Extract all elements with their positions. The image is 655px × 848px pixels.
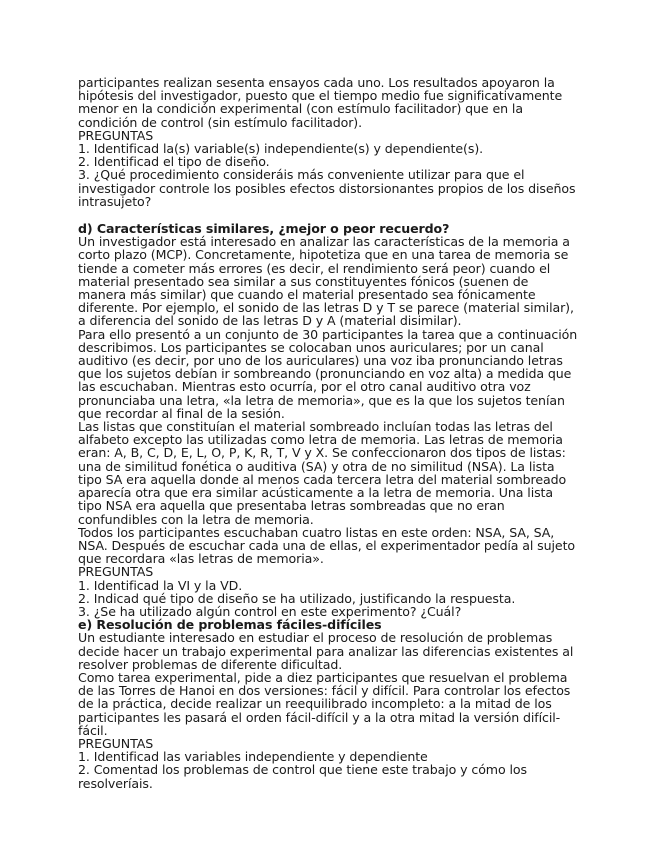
section-d-questions-label: PREGUNTAS xyxy=(78,564,154,580)
section-c-question-2: 2. Identificad el tipo de diseño. xyxy=(78,154,270,170)
section-d-paragraph-2: Para ello presentó a un conjunto de 30 participantes la tarea que a continuación describimos. Los participantes se colocaban unos auriculares; por un canal auditivo (es decir, por uno de los auriculares) una voz iba pronunciando letras que los sujetos debían ir sombreando (pronunciando en voz alta) a medida que las escuchaban. Mientras esto ocurría, por el otro canal auditivo otra voz pronunciaba una letra, «la letra de memoria», que es la que los sujetos tenían que recordar al final de la sesión. xyxy=(78,326,578,421)
section-d-question-1: 1. Identificad la VI y la VD. xyxy=(78,577,243,593)
section-c-intro: participantes realizan sesenta ensayos cada uno. Los resultados apoyaron la hipótesis del investigador, puesto que el tiempo medio fue significativamente menor en la condición experimental (con estímulo facilitador) que en la condición de control (sin estímulo facilitador). xyxy=(78,75,563,130)
section-d-paragraph-3: Las listas que constituían el material sombreado incluían todas las letras del alfabeto excepto las utilizadas como letra de memoria. Las letras de memoria eran: A, B, C, D, E, L, O, P, K, R, T, V y X. Se confeccionaron dos tipos de listas: una de similitud fonética o auditiva (SA) y otra de no similitud (NSA). La lista tipo SA era aquella donde al menos cada tercera letra del material sombreado aparecía otra que era similar acústicamente a la letra de memoria. Una lista tipo NSA era aquella que presentaba letras sombreadas que no eran confundibles con la letra de memoria. xyxy=(78,419,567,527)
section-c-question-1: 1. Identificad la(s) variable(s) independiente(s) y dependiente(s). xyxy=(78,141,484,157)
section-e-questions-label: PREGUNTAS xyxy=(78,735,154,751)
section-d-question-3: 3. ¿Se ha utilizado algún control en este experimento? ¿Cuál? xyxy=(78,603,462,619)
section-e-paragraph-2: Como tarea experimental, pide a diez participantes que resuelvan el problema de las Torres de Hanoi en dos versiones: fácil y difícil. Para controlar los efectos de la práctica, decide realizar un reequilibrado incompleto: a la mitad de los participantes les pasará el orden fácil-difícil y a la otra mitad la versión difícil-fácil. xyxy=(78,669,571,738)
document-page xyxy=(78,76,578,790)
section-d-paragraph-1: Un investigador está interesado en analizar las características de la memoria a corto plazo (MCP). Concretamente, hipotetiza que en una tarea de memoria se tiende a cometer más errores (es decir, el rendimiento será peor) cuando el material presentado sea similar a sus constituyentes fónicos (suenen de manera más similar) que cuando el material presentado sea fónicamente diferente. Por ejemplo, el sonido de las letras D y T se parece (material similar), a diferencia del sonido de las letras D y A (material disimilar). xyxy=(78,234,574,329)
section-e-heading: e) Resolución de problemas fáciles-difíciles xyxy=(78,617,382,633)
section-d-paragraph-4: Todos los participantes escuchaban cuatro listas en este orden: NSA, SA, SA, NSA. Después de escuchar cada una de ellas, el experimentador pedía al sujeto que recordara «las letras de memoria». xyxy=(78,524,576,567)
section-d-question-2: 2. Indicad qué tipo de diseño se ha utilizado, justificando la respuesta. xyxy=(78,590,516,606)
section-e-question-2: 2. Comentad los problemas de control que tiene este trabajo y cómo los resolveríais. xyxy=(78,762,527,791)
section-c-questions-label: PREGUNTAS xyxy=(78,127,154,143)
section-e-paragraph-1: Un estudiante interesado en estudiar el proceso de resolución de problemas decide hacer un trabajo experimental para analizar las diferencias existentes al resolver problemas de diferente dificultad. xyxy=(78,630,574,672)
section-d-heading: d) Características similares, ¿mejor o peor recuerdo? xyxy=(78,221,450,237)
section-e-question-1: 1. Identificad las variables independiente y dependiente xyxy=(78,749,428,765)
section-c-question-3: 3. ¿Qué procedimiento consideráis más conveniente utilizar para que el investigador controle los posibles efectos distorsionantes propios de los diseños intrasujeto? xyxy=(78,167,576,209)
